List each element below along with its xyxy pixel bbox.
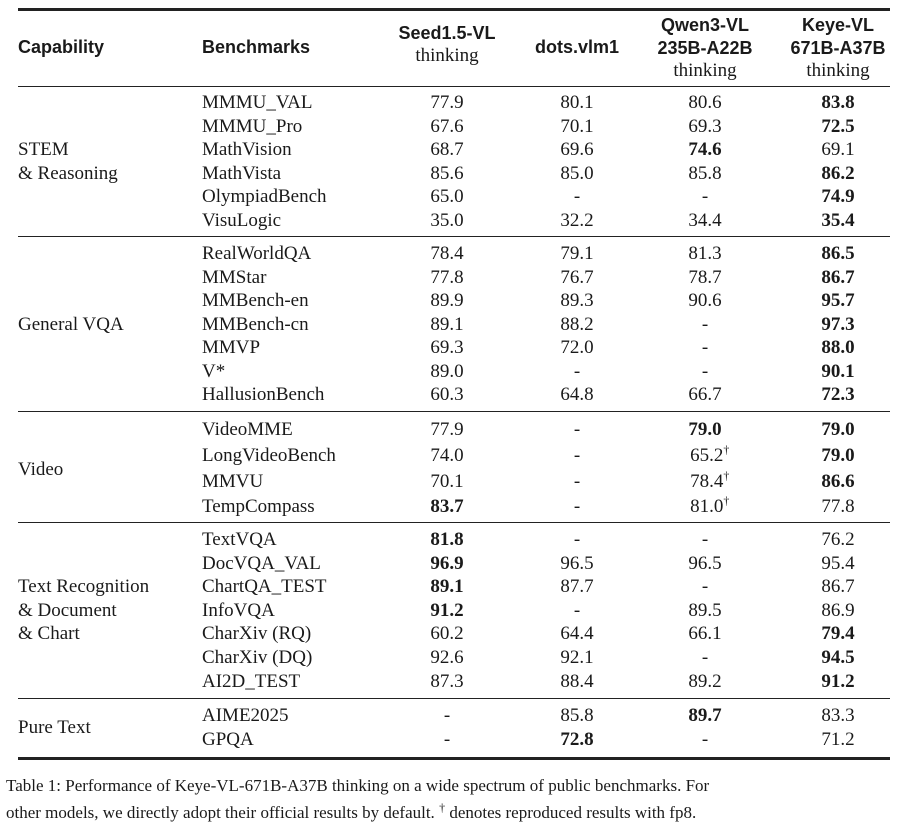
score-cell xyxy=(430,576,463,598)
score-cell xyxy=(702,647,708,669)
score-value: 89.0 xyxy=(430,360,464,382)
header-benchmarks: Benchmarks xyxy=(202,37,311,57)
capability-label: & Chart xyxy=(18,623,80,645)
score-cell xyxy=(702,729,708,751)
score-value: 77.8 xyxy=(430,266,464,288)
score-cell xyxy=(821,163,854,185)
score-cell xyxy=(821,92,854,114)
score-value: - xyxy=(701,360,709,382)
score-cell xyxy=(430,314,463,336)
score-cell xyxy=(821,361,854,383)
score-cell xyxy=(688,419,721,441)
score-value: 83.3 xyxy=(821,705,855,726)
score-cell xyxy=(430,267,463,289)
score-cell xyxy=(702,186,708,208)
score-cell xyxy=(688,600,721,622)
score-cell xyxy=(560,92,593,114)
score-value: 96.5 xyxy=(560,552,594,574)
header-model-name: dots.vlm1 xyxy=(534,37,620,57)
score-cell xyxy=(430,186,463,208)
score-value: 80.6 xyxy=(688,92,722,113)
score-value: 96.5 xyxy=(688,552,722,574)
score-value: 66.1 xyxy=(688,623,722,645)
score-cell xyxy=(821,729,854,751)
score-value: 88.2 xyxy=(560,313,594,335)
score-cell xyxy=(821,267,854,289)
score-value: - xyxy=(573,496,581,518)
score-cell xyxy=(821,496,854,518)
score-cell xyxy=(821,445,854,467)
benchmark-name: TempCompass xyxy=(202,496,315,518)
score-cell xyxy=(821,705,854,727)
score-value: 89.1 xyxy=(430,313,464,335)
score-value: 34.4 xyxy=(688,210,722,231)
score-cell xyxy=(430,116,463,138)
benchmark-name: CharXiv (DQ) xyxy=(202,647,313,668)
score-value: 81.8 xyxy=(430,529,464,550)
score-cell xyxy=(574,496,580,518)
score-cell xyxy=(560,267,593,289)
header-model-name: Keye-VL xyxy=(801,15,875,35)
header-model-name: Qwen3-VL xyxy=(660,15,750,35)
score-cell xyxy=(688,116,721,138)
score-cell xyxy=(688,139,721,161)
score-cell xyxy=(821,139,854,161)
score-cell xyxy=(702,576,708,598)
score-value: 66.7 xyxy=(688,384,722,405)
score-value: 77.8 xyxy=(821,496,855,518)
score-value: - xyxy=(573,529,581,550)
score-value: 81.3 xyxy=(688,243,722,264)
score-cell xyxy=(430,92,463,114)
score-cell xyxy=(690,442,730,467)
score-value: 72.8 xyxy=(560,729,594,750)
score-cell xyxy=(430,419,463,441)
score-cell xyxy=(574,471,580,493)
benchmark-name: MathVision xyxy=(202,139,292,161)
score-value: 72.3 xyxy=(821,384,855,405)
capability-label: General VQA xyxy=(18,313,124,335)
table-rule xyxy=(18,86,890,87)
score-value: 88.0 xyxy=(821,337,855,358)
table-rule xyxy=(18,8,890,11)
score-cell xyxy=(702,314,708,336)
score-value: 88.4 xyxy=(560,670,594,692)
score-value: 90.1 xyxy=(821,360,855,382)
score-value: - xyxy=(443,729,451,750)
header-model-name: Seed1.5-VL xyxy=(398,23,496,43)
score-value: - xyxy=(573,360,581,382)
score-cell xyxy=(688,384,721,406)
score-cell xyxy=(821,314,854,336)
score-cell xyxy=(574,529,580,551)
score-value: 83.8 xyxy=(821,92,855,113)
benchmark-name: CharXiv (RQ) xyxy=(202,623,312,645)
score-value: 69.1 xyxy=(821,139,855,161)
benchmark-name: MathVista xyxy=(202,162,282,184)
score-cell xyxy=(430,384,463,406)
score-cell xyxy=(574,186,580,208)
score-value: 78.4 xyxy=(430,243,464,264)
score-value: 80.1 xyxy=(560,92,594,113)
score-cell xyxy=(430,553,463,575)
score-value: - xyxy=(443,705,451,726)
score-cell xyxy=(560,290,593,312)
score-value: - xyxy=(573,599,581,621)
table-rule xyxy=(18,757,890,760)
score-value: 96.9 xyxy=(430,552,464,574)
score-value: 83.7 xyxy=(430,496,464,518)
score-value: 69.3 xyxy=(688,115,722,137)
header-capability: Capability xyxy=(18,37,105,57)
score-value: 69.6 xyxy=(560,139,594,161)
score-value: 77.9 xyxy=(430,92,464,113)
dagger-mark: † xyxy=(723,442,730,457)
score-cell xyxy=(560,671,593,693)
score-value: 86.7 xyxy=(821,576,855,598)
score-cell xyxy=(688,163,721,185)
caption-text: other models, we directly adopt their official results by default. xyxy=(6,803,435,822)
score-cell xyxy=(430,529,463,551)
score-cell xyxy=(688,210,721,232)
benchmark-name: MMVP xyxy=(202,337,261,358)
score-cell xyxy=(688,290,721,312)
score-cell xyxy=(430,623,463,645)
score-value: 87.3 xyxy=(430,670,464,692)
score-cell xyxy=(560,553,593,575)
score-value: 78.7 xyxy=(688,266,722,288)
benchmark-name: VideoMME xyxy=(202,419,293,440)
score-value: 89.1 xyxy=(430,576,464,598)
score-value: 72.0 xyxy=(560,337,594,358)
table-rule xyxy=(18,411,890,412)
score-cell xyxy=(688,267,721,289)
dagger-mark: † xyxy=(723,494,730,509)
score-cell xyxy=(430,647,463,669)
score-value: 64.4 xyxy=(560,623,594,645)
score-value: 87.7 xyxy=(560,576,594,598)
score-value: 74.0 xyxy=(430,444,464,466)
benchmark-name: HallusionBench xyxy=(202,384,325,405)
score-cell xyxy=(560,729,593,751)
score-cell xyxy=(821,243,854,265)
benchmark-name: DocVQA_VAL xyxy=(202,552,321,574)
score-cell xyxy=(560,623,593,645)
benchmark-name: MMBench-cn xyxy=(202,313,309,335)
dagger-mark: † xyxy=(439,800,446,815)
score-cell xyxy=(821,553,854,575)
table-rule xyxy=(18,236,890,237)
score-value: 86.5 xyxy=(821,243,855,264)
score-value: 89.2 xyxy=(688,670,722,692)
score-value: 91.2 xyxy=(821,670,855,692)
benchmark-name: ChartQA_TEST xyxy=(202,576,327,598)
score-value: 76.2 xyxy=(821,529,855,550)
score-value: 97.3 xyxy=(821,313,855,335)
score-cell xyxy=(560,314,593,336)
score-value: - xyxy=(701,576,709,598)
score-value: 81.0 xyxy=(690,496,724,518)
score-cell xyxy=(430,210,463,232)
score-value: 79.0 xyxy=(688,419,722,440)
score-value: - xyxy=(701,337,709,358)
score-cell xyxy=(690,496,729,518)
score-value: 92.6 xyxy=(430,647,464,668)
score-cell xyxy=(821,116,854,138)
score-value: 69.3 xyxy=(430,337,464,358)
benchmark-name: MMMU_VAL xyxy=(202,92,313,113)
score-cell xyxy=(821,384,854,406)
score-value: - xyxy=(701,186,709,208)
score-cell xyxy=(560,705,593,727)
benchmark-name: V* xyxy=(202,360,226,382)
score-value: 89.3 xyxy=(560,290,594,311)
score-cell xyxy=(688,705,721,727)
benchmark-name: AI2D_TEST xyxy=(202,670,301,692)
score-value: 35.4 xyxy=(821,210,855,231)
score-value: 86.6 xyxy=(821,470,855,492)
score-value: - xyxy=(701,313,709,335)
benchmark-name: AIME2025 xyxy=(202,705,289,726)
score-cell xyxy=(430,471,463,493)
score-value: 71.2 xyxy=(821,729,855,750)
header-model-name: thinking xyxy=(673,60,737,81)
benchmark-name: LongVideoBench xyxy=(202,444,336,466)
score-value: 60.2 xyxy=(430,623,464,645)
score-value: 85.0 xyxy=(560,162,594,184)
score-value: 68.7 xyxy=(430,139,464,161)
score-value: 64.8 xyxy=(560,384,594,405)
score-cell xyxy=(444,705,450,727)
score-value: 35.0 xyxy=(430,210,464,231)
benchmark-name: MMVU xyxy=(202,470,264,492)
score-cell xyxy=(430,361,463,383)
header-model-name: 235B-A22B xyxy=(657,38,753,58)
table-rule xyxy=(18,522,890,523)
score-cell xyxy=(702,529,708,551)
score-value: 85.8 xyxy=(688,162,722,184)
score-cell xyxy=(560,116,593,138)
score-cell xyxy=(821,671,854,693)
score-cell xyxy=(821,600,854,622)
score-value: 76.7 xyxy=(560,266,594,288)
score-value: 86.2 xyxy=(821,162,855,184)
score-cell xyxy=(430,337,463,359)
score-cell xyxy=(688,243,721,265)
score-value: 89.9 xyxy=(430,290,464,311)
score-value: 60.3 xyxy=(430,384,464,405)
score-cell xyxy=(430,290,463,312)
capability-label: & Reasoning xyxy=(18,162,118,184)
score-value: - xyxy=(701,729,709,750)
header-model-name: 671B-A37B xyxy=(790,38,886,58)
score-value: 79.1 xyxy=(560,243,594,264)
score-cell xyxy=(430,600,463,622)
score-value: 89.7 xyxy=(688,705,722,726)
table-rule xyxy=(18,698,890,699)
capability-label: STEM xyxy=(18,139,69,161)
caption-line: Table 1: Performance of Keye-VL-671B-A37B thinking on a wide spectrum of public benchmarks. For xyxy=(6,776,710,795)
benchmark-name: VisuLogic xyxy=(202,210,282,231)
score-value: 85.8 xyxy=(560,705,594,726)
score-cell xyxy=(430,671,463,693)
score-value: 95.4 xyxy=(821,552,855,574)
score-value: 77.9 xyxy=(430,419,464,440)
score-value: 74.9 xyxy=(821,186,855,208)
score-cell xyxy=(430,445,463,467)
score-cell xyxy=(560,576,593,598)
score-cell xyxy=(821,471,854,493)
dagger-mark: † xyxy=(723,468,730,483)
capability-label: Video xyxy=(18,458,64,480)
score-cell xyxy=(430,243,463,265)
score-value: 91.2 xyxy=(430,599,464,621)
score-value: 85.6 xyxy=(430,162,464,184)
score-cell xyxy=(821,623,854,645)
score-value: 79.0 xyxy=(821,444,855,466)
score-cell xyxy=(574,445,580,467)
score-cell xyxy=(821,647,854,669)
caption-text: denotes reproduced results with fp8. xyxy=(445,803,697,822)
score-value: - xyxy=(573,419,581,440)
score-cell xyxy=(574,600,580,622)
benchmark-name: MMStar xyxy=(202,266,267,288)
score-cell xyxy=(430,139,463,161)
score-cell xyxy=(821,210,854,232)
score-cell xyxy=(560,243,593,265)
caption-line xyxy=(6,802,696,824)
score-value: - xyxy=(573,444,581,466)
score-value: - xyxy=(573,186,581,208)
score-cell xyxy=(821,337,854,359)
score-cell xyxy=(688,553,721,575)
header-model-name: thinking xyxy=(415,45,479,66)
score-cell xyxy=(560,210,593,232)
score-value: 32.2 xyxy=(560,210,594,231)
header-model-name: thinking xyxy=(806,60,870,81)
benchmark-name: GPQA xyxy=(202,729,254,750)
score-cell xyxy=(688,623,721,645)
score-cell xyxy=(821,576,854,598)
score-cell xyxy=(560,139,593,161)
score-cell xyxy=(688,92,721,114)
score-cell xyxy=(821,290,854,312)
score-value: - xyxy=(573,470,581,492)
score-value: 67.6 xyxy=(430,115,464,137)
score-value: 94.5 xyxy=(821,647,855,668)
capability-label: Pure Text xyxy=(18,717,91,739)
score-value: 86.9 xyxy=(821,599,855,621)
score-cell xyxy=(702,361,708,383)
score-cell xyxy=(560,647,593,669)
score-cell xyxy=(821,529,854,551)
score-value: 65.2 xyxy=(690,444,724,466)
score-value: - xyxy=(701,529,709,550)
benchmark-name: MMBench-en xyxy=(202,290,309,311)
score-value: 65.0 xyxy=(430,186,464,208)
benchmark-name: TextVQA xyxy=(202,529,277,550)
capability-label: & Document xyxy=(18,599,117,621)
score-value: 79.0 xyxy=(821,419,855,440)
score-cell xyxy=(560,163,593,185)
score-cell xyxy=(560,384,593,406)
score-cell xyxy=(430,163,463,185)
score-value: 95.7 xyxy=(821,290,855,311)
benchmark-name: OlympiadBench xyxy=(202,186,327,208)
score-cell xyxy=(444,729,450,751)
score-value: - xyxy=(701,647,709,668)
benchmark-name: MMMU_Pro xyxy=(202,115,303,137)
score-cell xyxy=(688,671,721,693)
score-value: 90.6 xyxy=(688,290,722,311)
score-cell xyxy=(702,337,708,359)
score-cell xyxy=(821,419,854,441)
score-value: 70.1 xyxy=(560,115,594,137)
score-value: 79.4 xyxy=(821,623,855,645)
score-cell xyxy=(821,186,854,208)
score-cell xyxy=(560,337,593,359)
score-value: 70.1 xyxy=(430,470,464,492)
score-value: 86.7 xyxy=(821,266,855,288)
score-value: 78.4 xyxy=(690,470,724,492)
benchmark-name: RealWorldQA xyxy=(202,243,312,264)
score-cell xyxy=(574,361,580,383)
score-cell xyxy=(430,496,463,518)
score-cell xyxy=(690,468,730,493)
score-value: 92.1 xyxy=(560,647,594,668)
score-value: 72.5 xyxy=(821,115,855,137)
capability-label: Text Recognition xyxy=(18,576,150,598)
score-value: 74.6 xyxy=(688,139,722,161)
benchmark-name: InfoVQA xyxy=(202,599,275,621)
score-cell xyxy=(574,419,580,441)
score-value: 89.5 xyxy=(688,599,722,621)
